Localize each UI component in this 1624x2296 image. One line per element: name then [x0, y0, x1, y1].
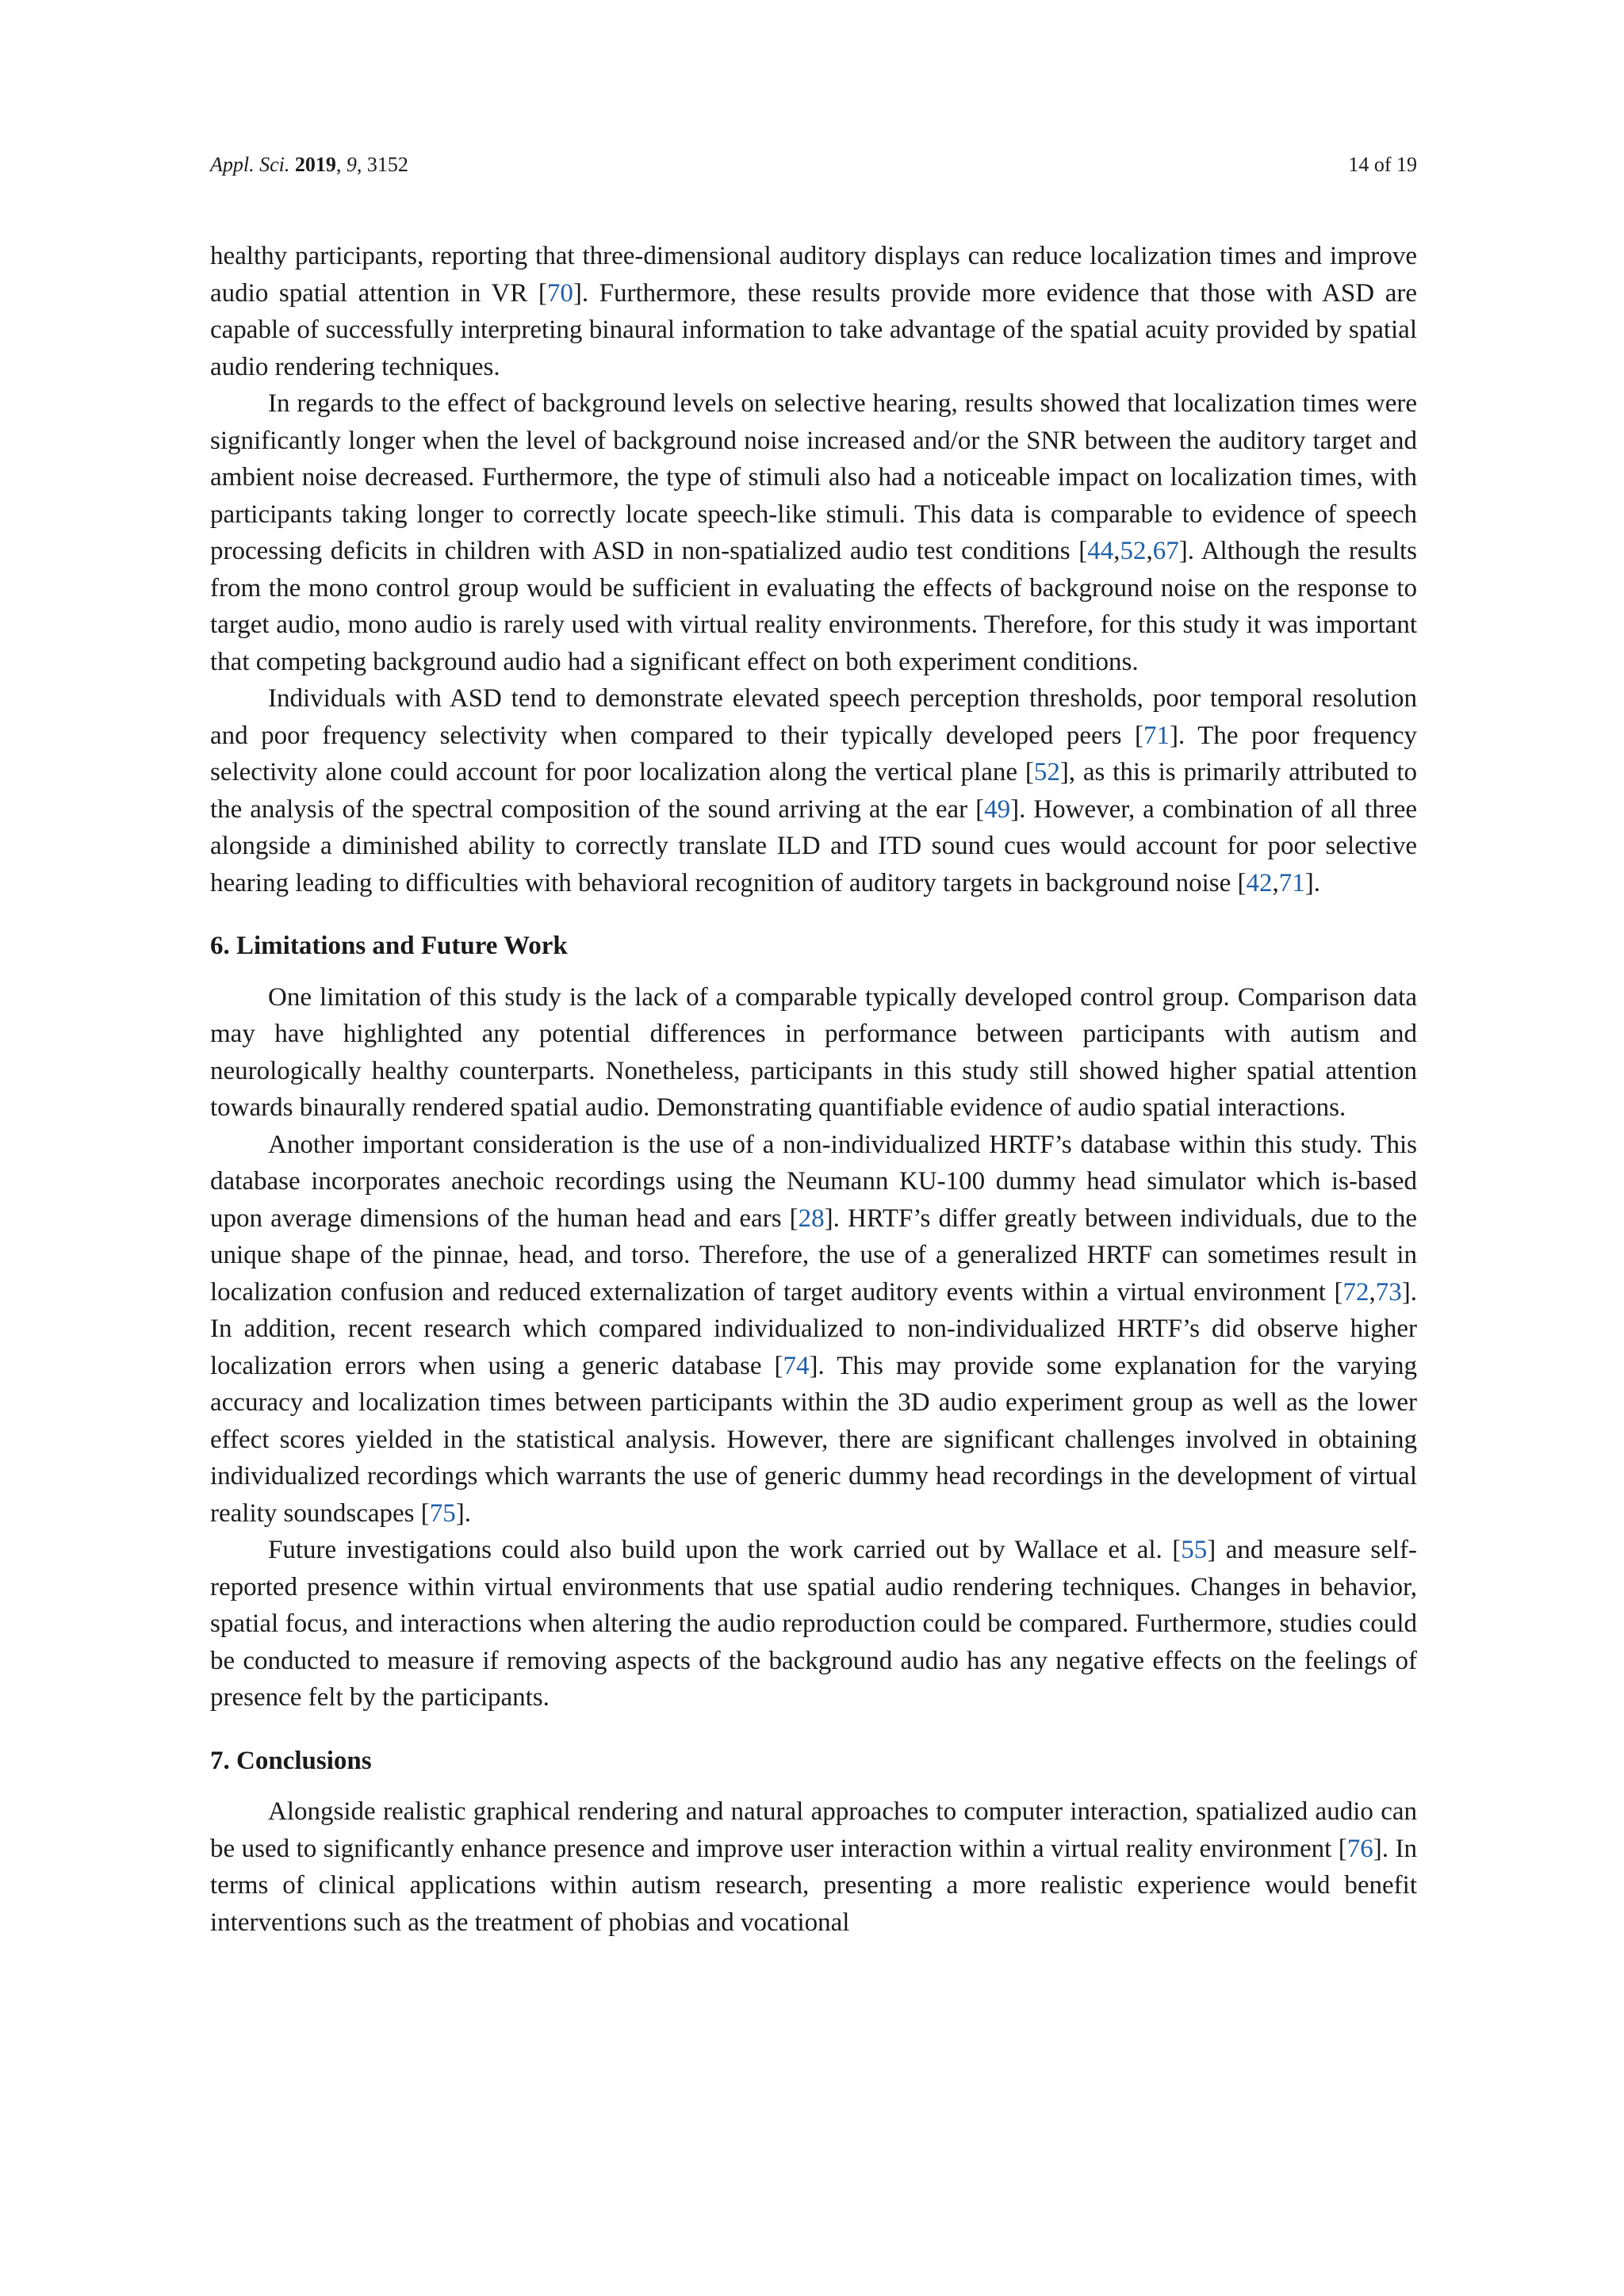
paragraph-3: Individuals with ASD tend to demonstrate elevated speech perception thresholds, poor temporal resolution and poor frequency selectivity when compared to their typically developed peers [71]. The poor frequency selectivity alone could account for poor localization along the vertical plane [52], as this is primarily attributed to the analysis of the spectral composition of the sound arriving at the ear [49]. However, a combination of all three alongside a diminished ability to correctly translate ILD and ITD sound cues would account for poor selective hearing leading to difficulties with behavioral recognition of auditory targets in background noise [42,71].	[210, 684, 1418, 897]
paragraph-6	[210, 1532, 1417, 1716]
text-run: One limitation of this study is the lack of a comparable typically developed control group. Comparison data may have highlighted any potential differences in performance between participants with autism and neurologically healthy counterparts. Nonetheless, participants in this study still showed higher spatial attention towards binaurally rendered spatial audio. Demonstrating quantifiable evidence of audio spatial interactions.	[210, 982, 1417, 1122]
citation-link[interactable]: 49	[984, 794, 1011, 824]
section-heading-limitations: 6. Limitations and Future Work	[210, 932, 568, 960]
text-run: ]. Although the results from the mono control group would be sufficient in evaluating the effects of background noise on the response to target audio, mono audio is rarely used with virtual reality environments. Therefore, for this study it was important that competing background audio had a significant effect on both experiment conditions.	[210, 537, 1418, 676]
text-run: healthy participants, reporting that three-dimensional auditory displays can reduce localization times and improve audio spatial attention in VR [	[210, 242, 1417, 308]
citation-link[interactable]: 67	[1152, 537, 1179, 565]
citation-link[interactable]: 73	[1375, 1277, 1402, 1307]
article-body	[210, 238, 1417, 1941]
text-run: ]. This may provide some explanation for the varying accuracy and localization times between participants within the 3D audio experiment group as well as the lower effect scores yielded in the statistical analysis. However, there are significant challenges involved in obtaining individualized recordings which warrants the use of generic dummy head recordings in the development of virtual reality soundscapes [	[210, 1351, 1417, 1528]
citation-link[interactable]: 74	[783, 1351, 810, 1380]
text-run: ], as this is primarily attributed to the analysis of the spectral composition of the sound arriving at the ear [	[210, 758, 1417, 824]
citation-link[interactable]: 28	[798, 1203, 825, 1233]
text-run: ]. Furthermore, these results provide more evidence that those with ASD are capable of successfully interpreting binaural information to take advantage of the spatial acuity provided by spatial audio rendering techniques.	[210, 278, 1417, 381]
journal-name: Appl. Sci.	[210, 153, 290, 176]
citation-link[interactable]: 72	[1342, 1277, 1369, 1307]
text-run: ]. In terms of clinical applications within autism research, presenting a more realistic experience would benefit interventions such as the treatment of phobias and vocational	[210, 1834, 1417, 1937]
citation-link[interactable]: 76	[1346, 1834, 1373, 1863]
citation-link[interactable]: 75	[429, 1498, 456, 1528]
paragraph-4	[210, 979, 1417, 1127]
citation-link[interactable]: 71	[1278, 868, 1305, 897]
text-run: Individuals with ASD tend to demonstrate elevated speech perception thresholds, poor temporal resolution and poor frequency selectivity when compared to their typically developed peers [	[210, 684, 1417, 750]
section-heading-conclusions: 7. Conclusions	[210, 1746, 372, 1775]
page	[210, 0, 1417, 2296]
paragraph-7	[210, 1793, 1417, 1941]
text-run: Future investigations could also build upon the work carried out by Wallace et al. [	[268, 1536, 1182, 1564]
journal-volume: 9	[346, 153, 357, 176]
citation-link[interactable]: 42	[1246, 868, 1273, 897]
journal-citation: Appl. Sci. 2019, 9, 3152	[210, 153, 408, 176]
page-number: 14 of 19	[1348, 153, 1417, 176]
text-run: Alongside realistic graphical rendering and natural approaches to computer interaction, spatialized audio can be used to significantly enhance presence and improve user interaction within a virtual reality environment [	[210, 1797, 1417, 1863]
citation-link[interactable]: 70	[546, 278, 573, 308]
paragraph-1	[210, 238, 1417, 385]
text-run: ]. HRTF’s differ greatly between individuals, due to the unique shape of the pinnae, head, and torso. Therefore, the use of a generalized HRTF can sometimes result in localization confusion and reduced externalization of target auditory events within a virtual environment [	[210, 1203, 1417, 1307]
citation-link[interactable]: 52	[1120, 537, 1147, 565]
citation-link[interactable]: 44	[1087, 537, 1114, 565]
text-run: Another important consideration is the use of a non-individualized HRTF’s database within this study. This database incorporates anechoic recordings using the Neumann KU-100 dummy head simulator which is-based upon average dimensions of the human head and ears [	[210, 1130, 1417, 1233]
text-run: ] and measure self-reported presence within virtual environments that use spatial audio rendering techniques. Changes in behavior, spatial focus, and interactions when altering the audio reproduction could be compared. Furthermore, studies could be conducted to measure if removing aspects of the background audio has any negative effects on the feelings of presence felt by the participants.	[210, 1536, 1417, 1712]
paragraph-5: Another important consideration is the use of a non-individualized HRTF’s database within this study. This database incorporates anechoic recordings using the Neumann KU-100 dummy head simulator which is-based upon average dimensions of the human head and ears [28]. HRTF’s differ greatly between individuals, due to the unique shape of the pinnae, head, and torso. Therefore, the use of a generalized HRTF can sometimes result in localization confusion and reduced externalization of target auditory events within a virtual environment [72,73]. In addition, recent research which compared individualized to non-individualized HRTF’s did observe higher localization errors when using a generic database [74]. This may provide some explanation for the varying accuracy and localization times between participants within the 3D audio experiment group as well as the lower effect scores yielded in the statistical analysis. However, there are significant challenges involved in obtaining individualized recordings which warrants the use of generic dummy head recordings in the development of virtual reality soundscapes [75].	[210, 1130, 1417, 1528]
citation-link[interactable]: 52	[1033, 758, 1060, 786]
text-run: ].	[1304, 868, 1321, 897]
citation-link[interactable]: 55	[1181, 1536, 1208, 1564]
text-run: ]. The poor frequency selectivity alone could account for poor localization along the vertical plane [	[210, 721, 1418, 786]
text-run: ].	[455, 1498, 471, 1528]
paragraph-2: In regards to the effect of background levels on selective hearing, results showed that localization times were significantly longer when the level of background noise increased and/or the SNR between the auditory target and ambient noise decreased. Furthermore, the type of stimuli also had a noticeable impact on localization times, with participants taking longer to correctly locate speech-like stimuli. This data is comparable to evidence of speech processing deficits in children with ASD in non-spatialized audio test conditions [44,52,67]. Although the results from the mono control group would be sufficient in evaluating the effects of background noise on the response to target audio, mono audio is rarely used with virtual reality environments. Therefore, for this study it was important that competing background audio had a significant effect on both experiment conditions.	[210, 389, 1418, 676]
citation-link[interactable]: 71	[1143, 721, 1170, 750]
article-number: 3152	[366, 153, 408, 176]
text-run: ]. In addition, recent research which compared individualized to non-individualized HRTF’s did observe higher localization errors when using a generic database [	[210, 1277, 1417, 1380]
journal-year: 2019	[294, 153, 336, 176]
text-run: ]. However, a combination of all three alongside a diminished ability to correctly translate ILD and ITD sound cues would account for poor selective hearing leading to difficulties with behavioral recognition of auditory targets in background noise [	[210, 794, 1417, 897]
text-run: In regards to the effect of background levels on selective hearing, results showed that localization times were significantly longer when the level of background noise increased and/or the SNR between the auditory target and ambient noise decreased. Furthermore, the type of stimuli also had a noticeable impact on localization times, with participants taking longer to correctly locate speech-like stimuli. This data is comparable to evidence of speech processing deficits in children with ASD in non-spatialized audio test conditions [	[210, 389, 1417, 565]
running-header	[210, 151, 1417, 179]
